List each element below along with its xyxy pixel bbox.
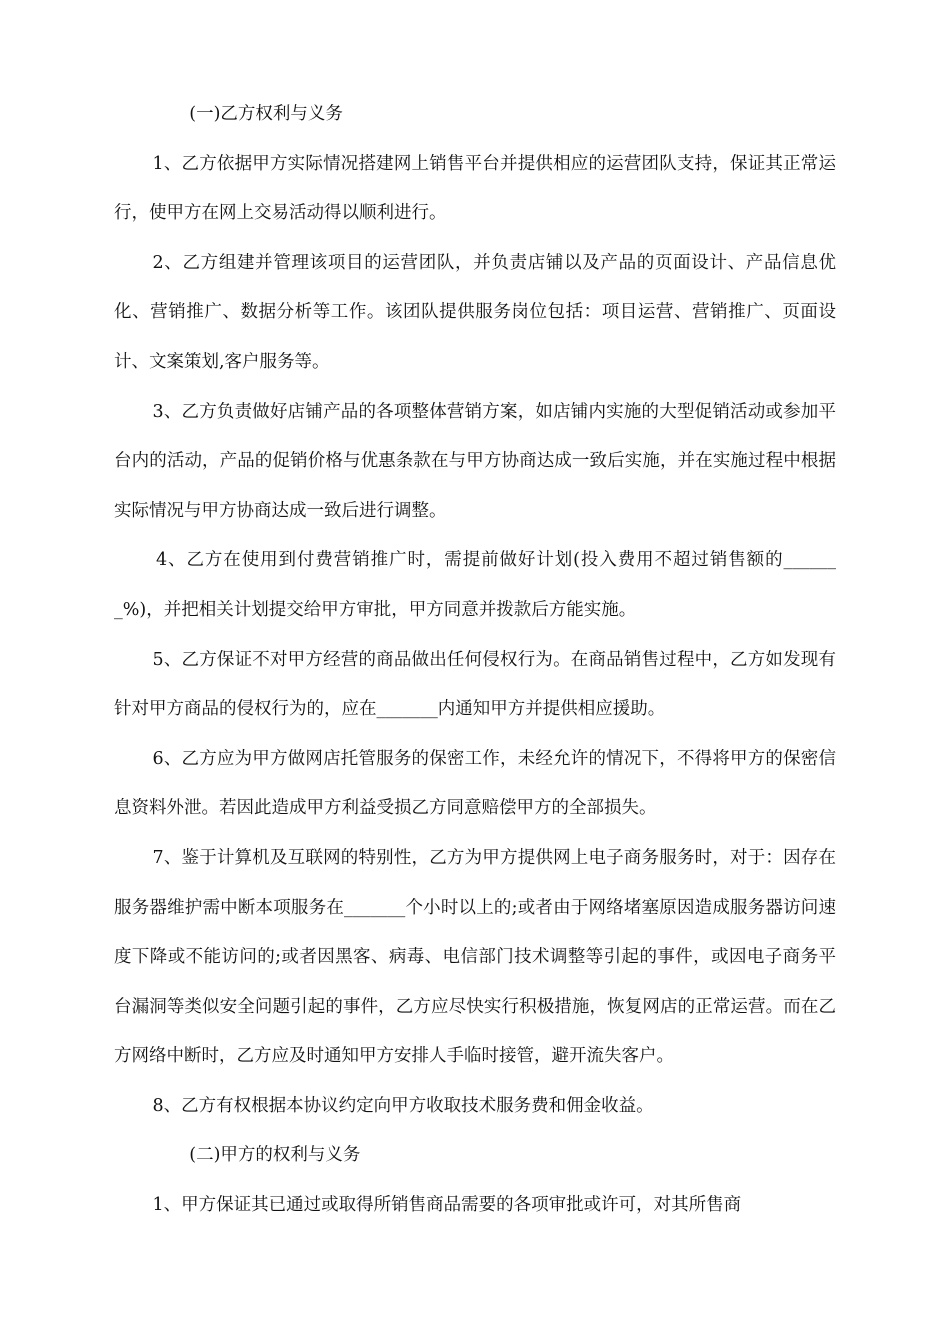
- clause-a-1: 1、甲方保证其已通过或取得所销售商品需要的各项审批或许可，对其所售商: [152, 1195, 742, 1216]
- clause-b-3: 3、乙方负责做好店铺产品的各项整体营销方案，如店铺内实施的大型促销活动或参加平台内的活动，产品的促销价格与优惠条款在与甲方协商达成一致后实施，并在实施过程中根据实际情况与甲方协商达成一致后进行调整。: [114, 401, 836, 521]
- clause-b-8: 8、乙方有权根据本协议约定向甲方收取技术服务费和佣金收益。: [152, 1095, 654, 1116]
- clause-b-4: 4、乙方在使用到付费营销推广时，需提前做好计划(投入费用不超过销售额的_______%)，并把相关计划提交给甲方审批，甲方同意并拨款后方能实施。: [114, 550, 836, 620]
- clause-b-6: 6、乙方应为甲方做网店托管服务的保密工作，未经允许的情况下，不得将甲方的保密信息资料外泄。若因此造成甲方利益受损乙方同意赔偿甲方的全部损失。: [114, 748, 836, 819]
- section-heading-party-b: (一)乙方权利与义务: [189, 104, 343, 124]
- clause-b-1: 1、乙方依据甲方实际情况搭建网上销售平台并提供相应的运营团队支持，保证其正常运行，使甲方在网上交易活动得以顺利进行。: [114, 153, 836, 224]
- clause-b-2: 2、乙方组建并管理该项目的运营团队，并负责店铺以及产品的页面设计、产品信息优化、营销推广、数据分析等工作。该团队提供服务岗位包括：项目运营、营销推广、页面设计、文案策划,客户服务等。: [114, 252, 836, 372]
- clause-b-5: 5、乙方保证不对甲方经营的商品做出任何侵权行为。在商品销售过程中，乙方如发现有针对甲方商品的侵权行为的，应在_______内通知甲方并提供相应援助。: [114, 649, 836, 720]
- section-heading-party-a: (二)甲方的权利与义务: [189, 1145, 361, 1166]
- document-page: [114, 90, 836, 1231]
- clause-b-7: 7、鉴于计算机及互联网的特别性，乙方为甲方提供网上电子商务服务时，对于：因存在服务器维护需中断本项服务在_______个小时以上的;或者由于网络堵塞原因造成服务器访问速度下降或不能访问的;或者因黑客、病毒、电信部门技术调整等引起的事件，或因电子商务平台漏洞等类似安全问题引起的事件，乙方应尽快实行积极措施，恢复网店的正常运营。而在乙方网络中断时，乙方应及时通知甲方安排人手临时接管，避开流失客户。: [114, 847, 836, 1067]
